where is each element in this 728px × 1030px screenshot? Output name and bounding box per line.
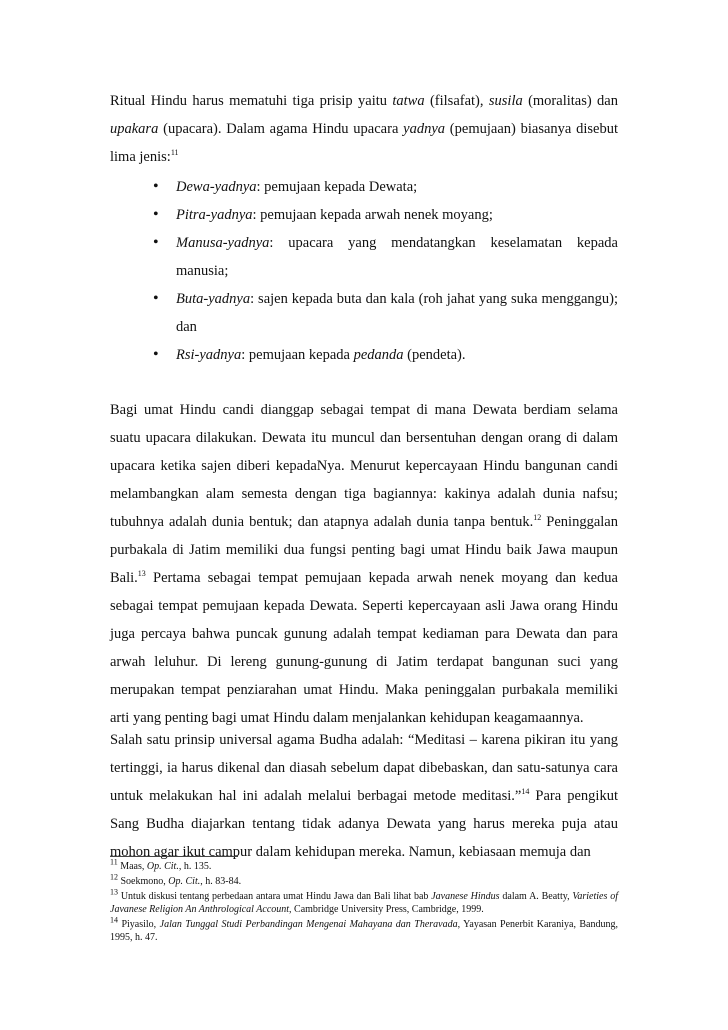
paragraph-budha bbox=[110, 726, 618, 866]
footnote-number: 14 bbox=[110, 915, 118, 925]
paragraph-candi bbox=[110, 396, 618, 732]
italic-term: upakara bbox=[110, 121, 159, 137]
text: , h. 83-84. bbox=[200, 876, 242, 887]
italic-term: Jalan Tunggal Studi Perbandingan Mengenai Mahayana dan Theravada bbox=[159, 919, 458, 930]
text: (moralitas) dan bbox=[522, 93, 618, 109]
list-item-text: : pemujaan kepada arwah nenek moyang; bbox=[252, 207, 493, 223]
footnote-ref[interactable]: 12 bbox=[533, 513, 542, 523]
footnote-number: 13 bbox=[110, 887, 118, 897]
text: , h. 135. bbox=[178, 861, 212, 872]
footnote-number: 12 bbox=[110, 872, 118, 882]
footnote-ref[interactable]: 13 bbox=[137, 569, 146, 579]
italic-term: Op. Cit. bbox=[168, 876, 201, 887]
italic-term: Varieties of Javanese Religion An Anthrological Account bbox=[110, 891, 618, 915]
footnote-12 bbox=[110, 872, 618, 888]
list-item-text: : pemujaan kepada bbox=[241, 347, 354, 363]
text: Peninggalan purbakala di Jatim memiliki dua fungsi penting bagi umat Hindu baik Jawa maupun Bali. bbox=[110, 514, 618, 586]
italic-term: Manusa-yadnya bbox=[176, 235, 270, 251]
footnote-14 bbox=[110, 915, 618, 944]
italic-term: Rsi-yadnya bbox=[176, 347, 242, 363]
italic-term: tatwa bbox=[392, 93, 425, 109]
text: Piyasilo, bbox=[118, 919, 160, 930]
text: Maas, bbox=[117, 861, 147, 872]
italic-term: Javanese Hindus bbox=[431, 891, 500, 902]
list-item bbox=[150, 285, 618, 341]
list-item-text: : upacara yang mendatangkan keselamatan kepada manusia; bbox=[176, 235, 618, 279]
text: Pertama sebagai tempat pemujaan kepada arwah nenek moyang dan kedua sebagai tempat pemujaan kepada Dewata. Seperti kepercayaan asli Jawa orang Hindu juga percaya bahwa puncak gunung adalah tempat kediaman para Dewata dan para arwah leluhur. Di lereng gunung-gunung di Jatim terdapat bangunan suci yang merupakan tempat penziarahan umat Hindu. Maka peninggalan purbakala memiliki arti yang penting bagi umat Hindu dalam menjalankan kehidupan keagamaannya. bbox=[110, 570, 618, 726]
text: dalam A. Beatty, bbox=[499, 891, 573, 902]
italic-term: Buta-yadnya bbox=[176, 291, 251, 307]
paragraph-hindu-principles bbox=[110, 87, 618, 171]
text: (upacara). Dalam agama Hindu upacara bbox=[158, 121, 404, 137]
text: Soekmono, bbox=[118, 876, 169, 887]
text: , Yayasan Penerbit Karaniya, Bandung, 1995, h. 47. bbox=[110, 919, 618, 943]
list-item-text: (pendeta). bbox=[403, 347, 466, 363]
list-item-text: : sajen kepada buta dan kala (roh jahat yang suka menggangu); dan bbox=[176, 291, 618, 335]
footnote-divider bbox=[110, 856, 238, 857]
footnote-13 bbox=[110, 887, 618, 916]
text: Untuk diskusi tentang perbedaan antara umat Hindu Jawa dan Bali lihat bab bbox=[118, 891, 432, 902]
yadnya-list bbox=[150, 173, 618, 369]
footnote-11 bbox=[110, 857, 618, 873]
text: (filsafat), bbox=[424, 93, 489, 109]
list-item bbox=[150, 201, 618, 229]
footnote-ref[interactable]: 14 bbox=[521, 787, 530, 797]
list-item bbox=[150, 341, 618, 369]
list-item-text: : pemujaan kepada Dewata; bbox=[256, 179, 418, 195]
italic-term: Pitra-yadnya bbox=[176, 207, 253, 223]
text: , Cambridge University Press, Cambridge, 1999. bbox=[289, 904, 484, 915]
text: Salah satu prinsip universal agama Budha adalah: “Meditasi – karena pikiran itu yang tertinggi, ia harus dikenal dan diasah sebelum dapat dibebaskan, dan satu-satunya cara untuk melakukan hal ini adalah melalui berbagai metode meditasi.” bbox=[110, 732, 618, 804]
text: (pemujaan) biasanya disebut lima jenis: bbox=[110, 121, 618, 165]
footnote-ref[interactable]: 11 bbox=[170, 148, 179, 158]
text: Ritual Hindu harus mematuhi tiga prisip yaitu bbox=[110, 93, 393, 109]
list-item bbox=[150, 173, 618, 201]
text: Para pengikut Sang Budha diajarkan tentang tidak adanya Dewata yang harus mereka puja atau mohon agar ikut campur dalam kehidupan mereka. Namun, kebiasaan memuja dan bbox=[110, 788, 618, 860]
text: Bagi umat Hindu candi dianggap sebagai tempat di mana Dewata berdiam selama suatu upacara dilakukan. Dewata itu muncul dan bersentuhan dengan orang di dalam upacara ketika sajen diberi kepadaNya. Menurut kepercayaan Hindu bangunan candi melambangkan alam semesta dengan tiga bagiannya: kakinya adalah dunia nafsu; tubuhnya adalah dunia bentuk; dan atapnya adalah dunia tanpa bentuk. bbox=[110, 402, 618, 530]
italic-term: pedanda bbox=[353, 347, 404, 363]
italic-term: yadnya bbox=[403, 121, 446, 137]
italic-term: susila bbox=[488, 93, 523, 109]
list-item bbox=[150, 229, 618, 285]
footnote-number: 11 bbox=[110, 857, 118, 867]
italic-term: Dewa-yadnya bbox=[176, 179, 257, 195]
italic-term: Op. Cit. bbox=[146, 861, 179, 872]
